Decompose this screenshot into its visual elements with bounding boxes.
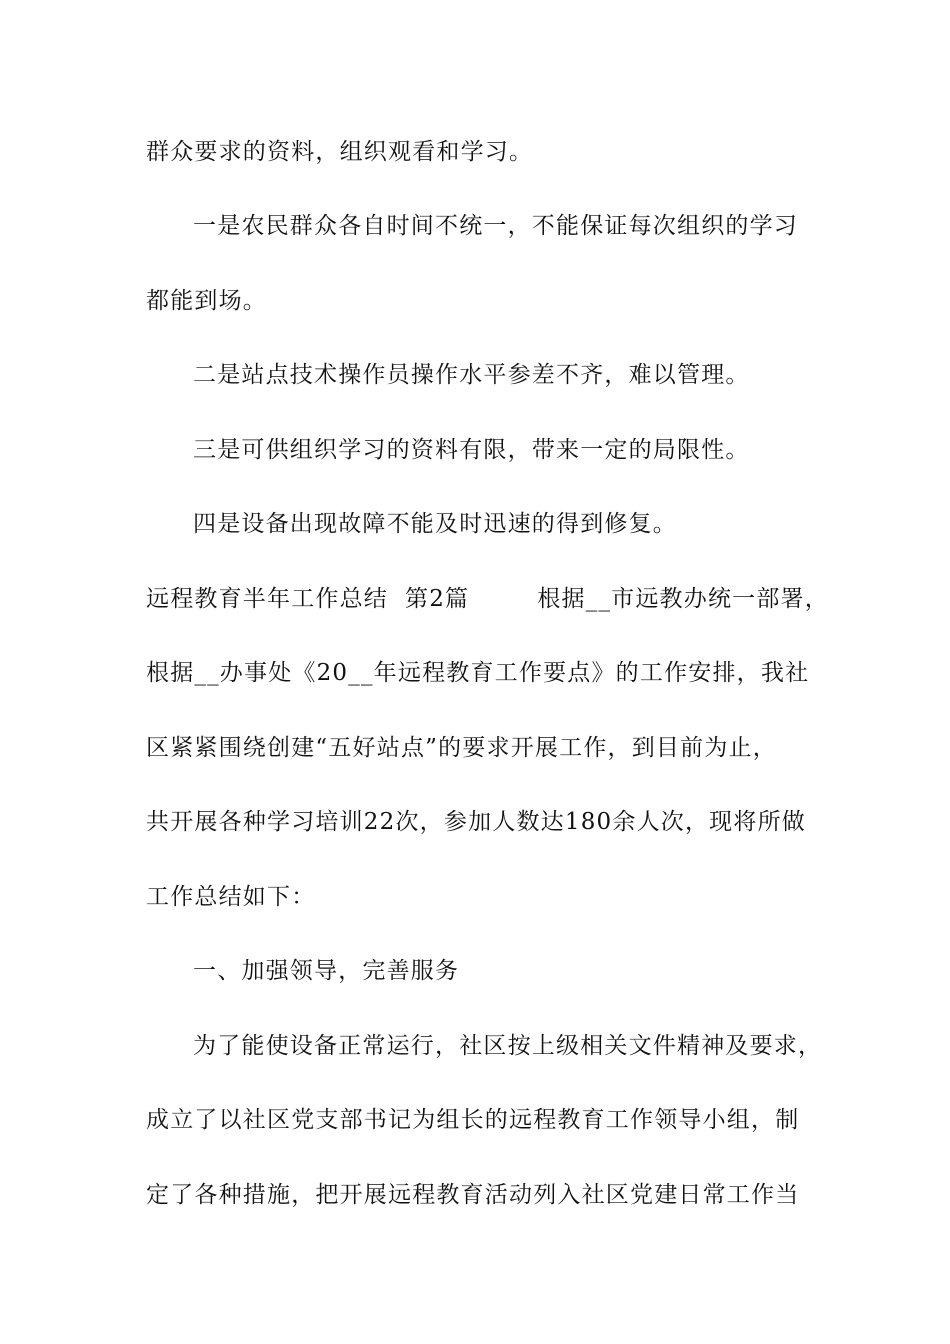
text-line: 为了能使设备正常运行，社区按上级相关文件精神及要求， <box>193 1033 823 1059</box>
subheading-line: 一、加强领导，完善服务 <box>193 958 460 984</box>
section-heading-line: 远程教育半年工作总结 第2篇 根据__市远教办统一部署， <box>146 586 829 612</box>
text-line: 三是可供组织学习的资料有限，带来一定的局限性。 <box>193 437 750 463</box>
text-line: 成立了以社区党支部书记为组长的远程教育工作领导小组，制 <box>146 1107 800 1133</box>
text-line: 二是站点技术操作员操作水平参差不齐，难以管理。 <box>193 362 750 388</box>
text-line: 共开展各种学习培训22次，参加人数达180余人次，现将所做 <box>146 809 806 835</box>
text-line: 一是农民群众各自时间不统一，不能保证每次组织的学习 <box>193 213 798 239</box>
text-line: 区紧紧围绕创建“五好站点”的要求开展工作，到目前为止， <box>146 735 777 761</box>
text-line: 群众要求的资料，组织观看和学习。 <box>146 139 534 165</box>
text-line: 工作总结如下： <box>146 884 316 910</box>
text-line: 定了各种措施，把开展远程教育活动列入社区党建日常工作当 <box>146 1182 800 1208</box>
text-line: 都能到场。 <box>146 288 267 314</box>
text-line: 四是设备出现故障不能及时迅速的得到修复。 <box>193 511 677 537</box>
text-line: 根据__办事处《20__年远程教育工作要点》的工作安排，我社 <box>146 660 810 686</box>
